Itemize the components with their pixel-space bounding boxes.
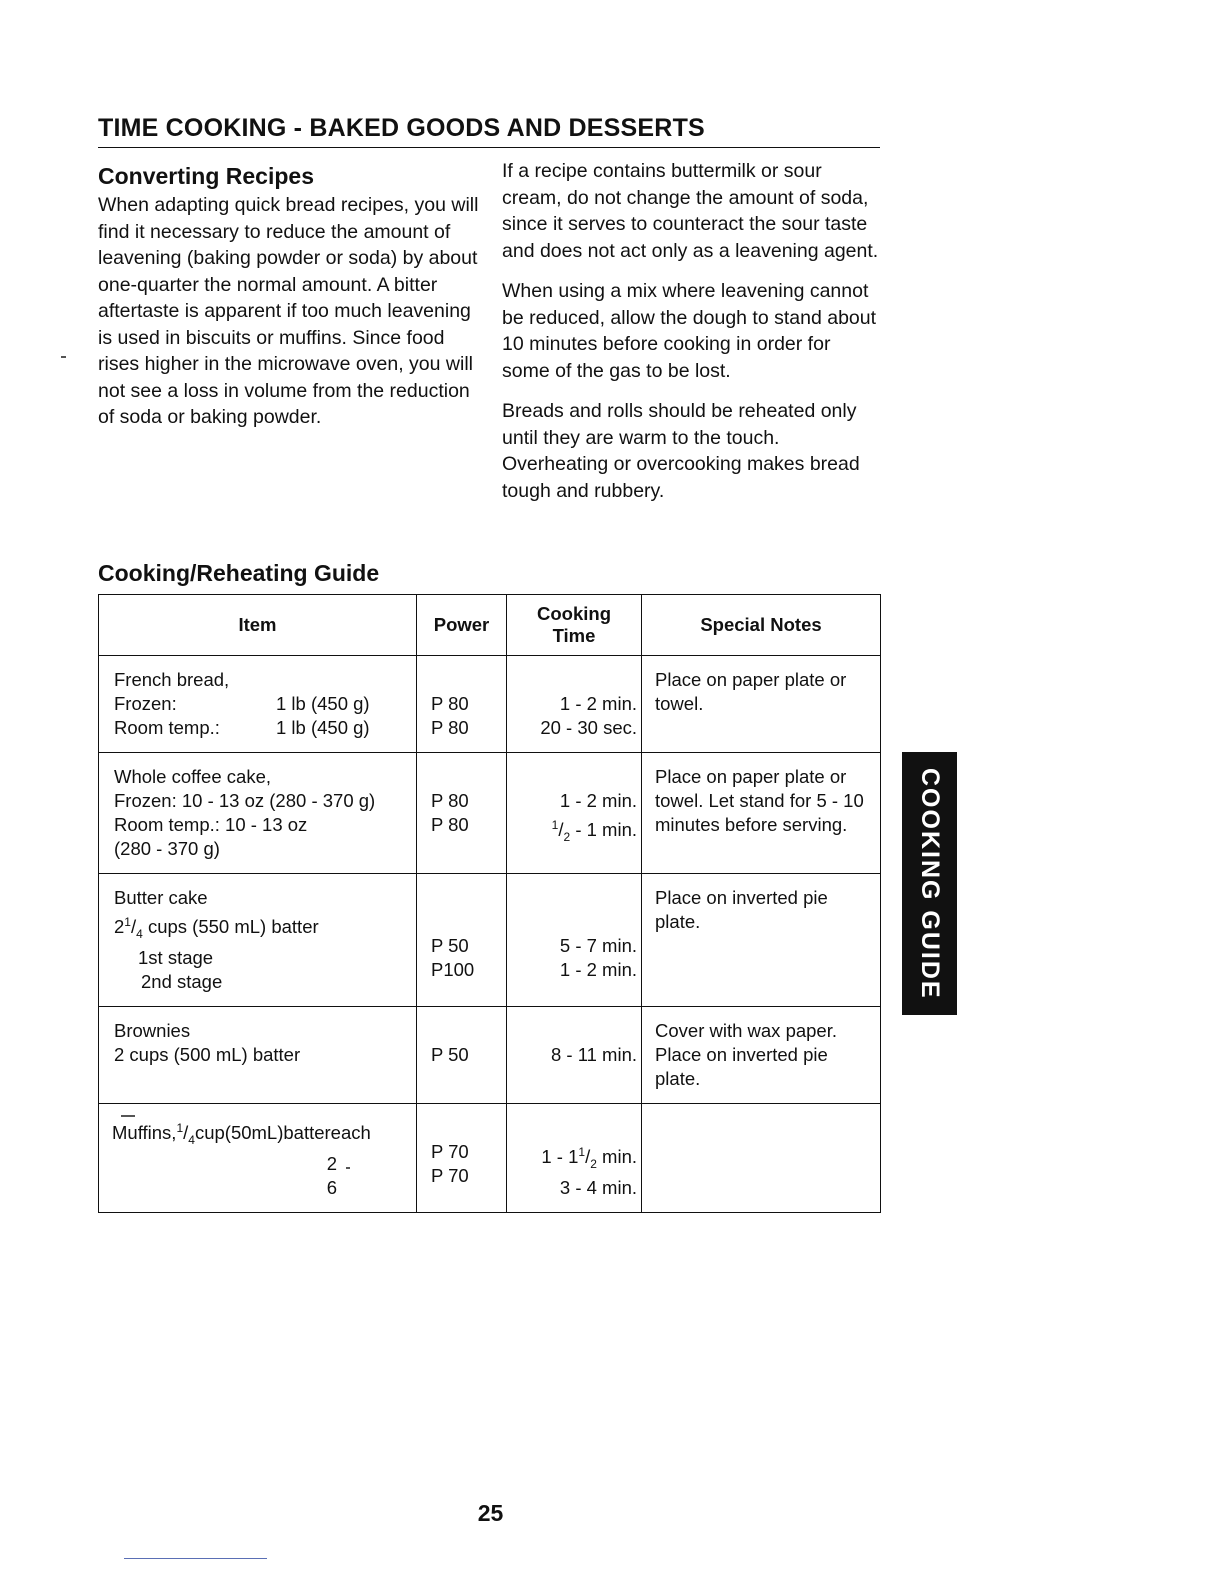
- time-cell: $1 - 1^1/_2$ min. 3 - 4 min.: [507, 1103, 642, 1212]
- notes-cell: [642, 1103, 881, 1212]
- power-cell: P 80 P 80: [417, 753, 507, 874]
- power-cell: P 70 P 70: [417, 1103, 507, 1212]
- table-row: [99, 1006, 881, 1103]
- notes-cell: Cover with wax paper. Place on inverted pie plate.: [642, 1006, 881, 1103]
- cooking-guide-side-tab: [902, 752, 957, 1015]
- time-cell: 1 - 2 min. $^1/_2 - 1$ min.: [507, 753, 642, 874]
- side-tab-label: COOKING GUIDE: [916, 767, 944, 1000]
- table-row: [99, 656, 881, 753]
- notes-cell: Place on paper plate or towel. Let stand for 5 - 10 minutes before serving.: [642, 753, 881, 874]
- time-cell: 1 - 2 min. 20 - 30 sec.: [507, 656, 642, 753]
- converting-recipes-heading: Converting Recipes: [98, 163, 314, 189]
- reheating-paragraph: Breads and rolls should be reheated only until they are warm to the touch. Overheating or overcooking makes bread tough and rubbery.: [502, 400, 860, 502]
- page-title: TIME COOKING - BAKED GOODS AND DESSERTS: [98, 114, 880, 148]
- table-row: [99, 874, 881, 1007]
- header-special-notes: Special Notes: [642, 595, 881, 656]
- item-cell: Whole coffee cake, Frozen: 10 - 13 oz (280 - 370 g) Room temp.: 10 - 13 oz (280 - 370 g): [99, 753, 417, 874]
- mix-leavening-paragraph: When using a mix where leavening cannot be reduced, allow the dough to stand about 10 minutes before cooking in order for some of the gas to be lost.: [502, 280, 877, 382]
- right-column-section: [502, 158, 882, 518]
- item-cell: $Muffins,^1/_4cup(50mL)battereach$ 2 6: [99, 1103, 417, 1212]
- header-item: Item: [99, 595, 417, 656]
- scan-speck: [346, 1167, 350, 1169]
- converting-recipes-paragraph: When adapting quick bread recipes, you will find it necessary to reduce the amount of leavening (baking powder or soda) by about one-quarter the normal amount. A bitter aftertaste is apparent if too much leavening is used in biscuits or muffins. Since food rises higher in the microwave oven, you will not see a loss in volume from the reduction of soda or baking powder.: [98, 194, 479, 428]
- table-header-row: [99, 595, 881, 656]
- item-cell: Brownies 2 cups (500 mL) batter: [99, 1006, 417, 1103]
- notes-cell: Place on paper plate or towel.: [642, 656, 881, 753]
- scan-speck: [121, 1115, 135, 1117]
- guide-heading: Cooking/Reheating Guide: [98, 560, 380, 586]
- power-cell: P 50: [417, 1006, 507, 1103]
- scan-speck: [61, 356, 66, 358]
- time-cell: 8 - 11 min.: [507, 1006, 642, 1103]
- page-number: 25: [477, 1500, 504, 1526]
- item-cell: Butter cake $2^1/_4$ cups (550 mL) batter 1st stage 2nd stage: [99, 874, 417, 1007]
- notes-cell: Place on inverted pie plate.: [642, 874, 881, 1007]
- header-power: Power: [417, 595, 507, 656]
- cooking-guide-table: [98, 594, 881, 1213]
- item-cell: French bread, Frozen: 1 lb (450 g) Room temp.: 1 lb (450 g): [99, 656, 417, 753]
- power-cell: P 50 P100: [417, 874, 507, 1007]
- table-row: [99, 753, 881, 874]
- footer-rule: [124, 1558, 267, 1559]
- buttermilk-paragraph: If a recipe contains buttermilk or sour cream, do not change the amount of soda, since it serves to counteract the sour taste and does not act only as a leavening agent.: [502, 160, 879, 262]
- converting-recipes-section: [98, 160, 483, 445]
- time-cell: 5 - 7 min. 1 - 2 min.: [507, 874, 642, 1007]
- header-cooking-time: Cooking Time: [507, 595, 642, 656]
- table-row: [99, 1103, 881, 1212]
- power-cell: P 80 P 80: [417, 656, 507, 753]
